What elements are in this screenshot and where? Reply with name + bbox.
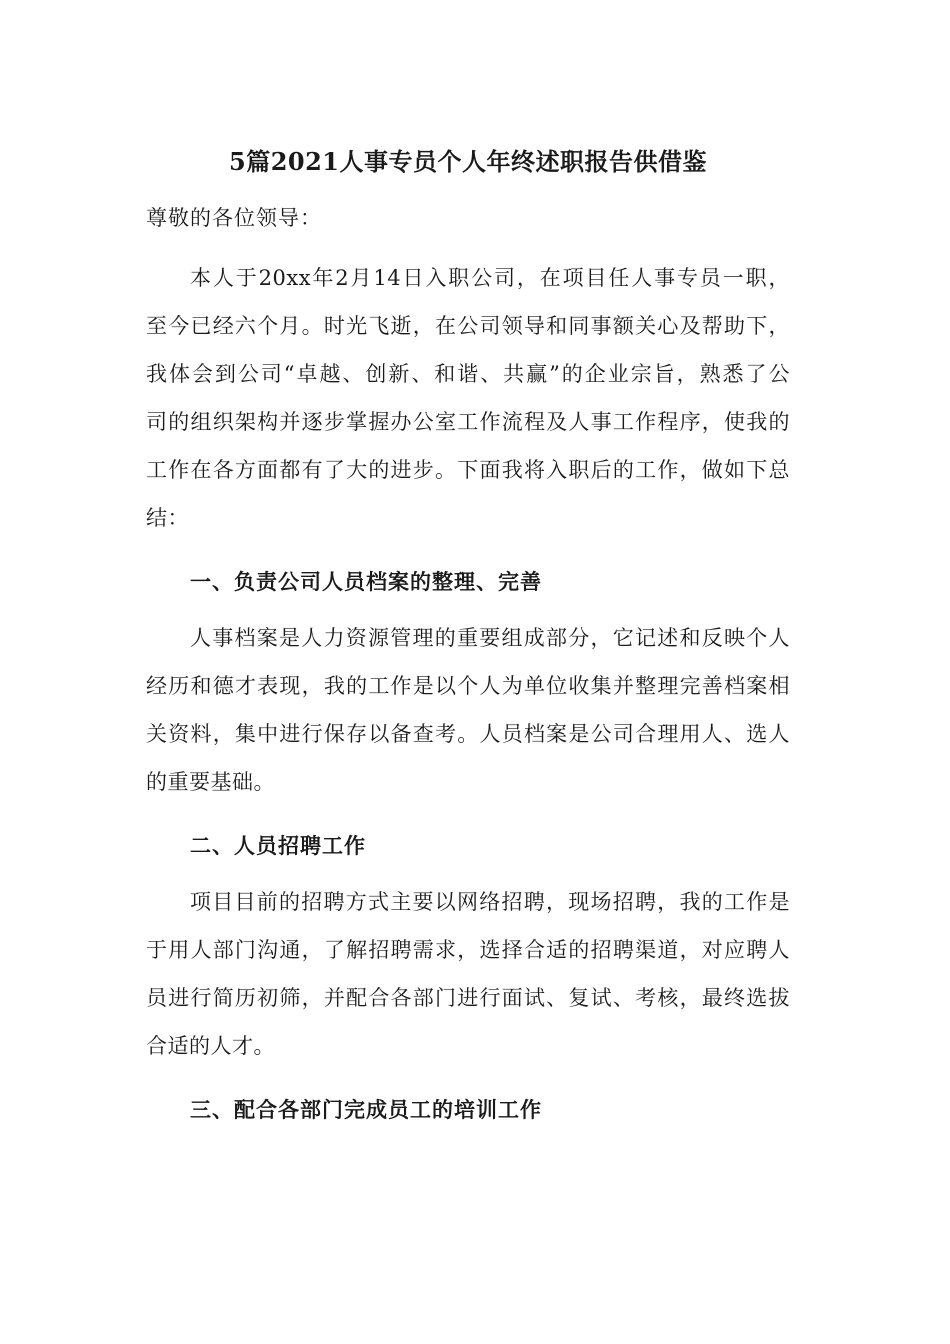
- section-2-paragraph: [146, 882, 790, 1074]
- paragraph-line: 我体会到公司“卓越、创新、和谐、共赢”的企业宗旨，熟悉了公: [146, 362, 790, 386]
- paragraph-line: 关资料，集中进行保存以备查考。人员档案是公司合理用人、选人: [146, 722, 790, 746]
- section-1-paragraph: [146, 618, 790, 810]
- paragraph-line: 的重要基础。: [146, 770, 275, 794]
- paragraph-line: 项目目前的招聘方式主要以网络招聘，现场招聘，我的工作是: [190, 890, 790, 914]
- paragraph-line: 本人于20xx年2月14日入职公司，在项目任人事专员一职，: [190, 266, 790, 290]
- paragraph-line: 至今已经六个月。时光飞逝，在公司领导和同事额关心及帮助下，: [146, 314, 790, 338]
- section-heading-1: 一、负责公司人员档案的整理、完善: [190, 569, 542, 594]
- paragraph-line: 工作在各方面都有了大的进步。下面我将入职后的工作，做如下总: [146, 458, 790, 482]
- paragraph-line: 合适的人才。: [146, 1034, 275, 1058]
- salutation: 尊敬的各位领导：: [146, 206, 322, 230]
- paragraph-line: 司的组织架构并逐步掌握办公室工作流程及人事工作程序，使我的: [146, 410, 790, 434]
- document-title: 5篇2021人事专员个人年终述职报告供借鉴: [229, 147, 707, 176]
- section-heading-2: 二、人员招聘工作: [190, 833, 366, 858]
- paragraph-line: 经历和德才表现，我的工作是以个人为单位收集并整理完善档案相: [146, 674, 790, 698]
- section-heading-3: 三、配合各部门完成员工的培训工作: [190, 1097, 542, 1122]
- intro-paragraph: [146, 258, 790, 546]
- paragraph-line: 员进行简历初筛，并配合各部门进行面试、复试、考核，最终选拔: [146, 986, 790, 1010]
- paragraph-line: 人事档案是人力资源管理的重要组成部分，它记述和反映个人: [190, 626, 790, 650]
- paragraph-line: 结：: [146, 506, 189, 530]
- paragraph-line: 于用人部门沟通，了解招聘需求，选择合适的招聘渠道，对应聘人: [146, 938, 790, 962]
